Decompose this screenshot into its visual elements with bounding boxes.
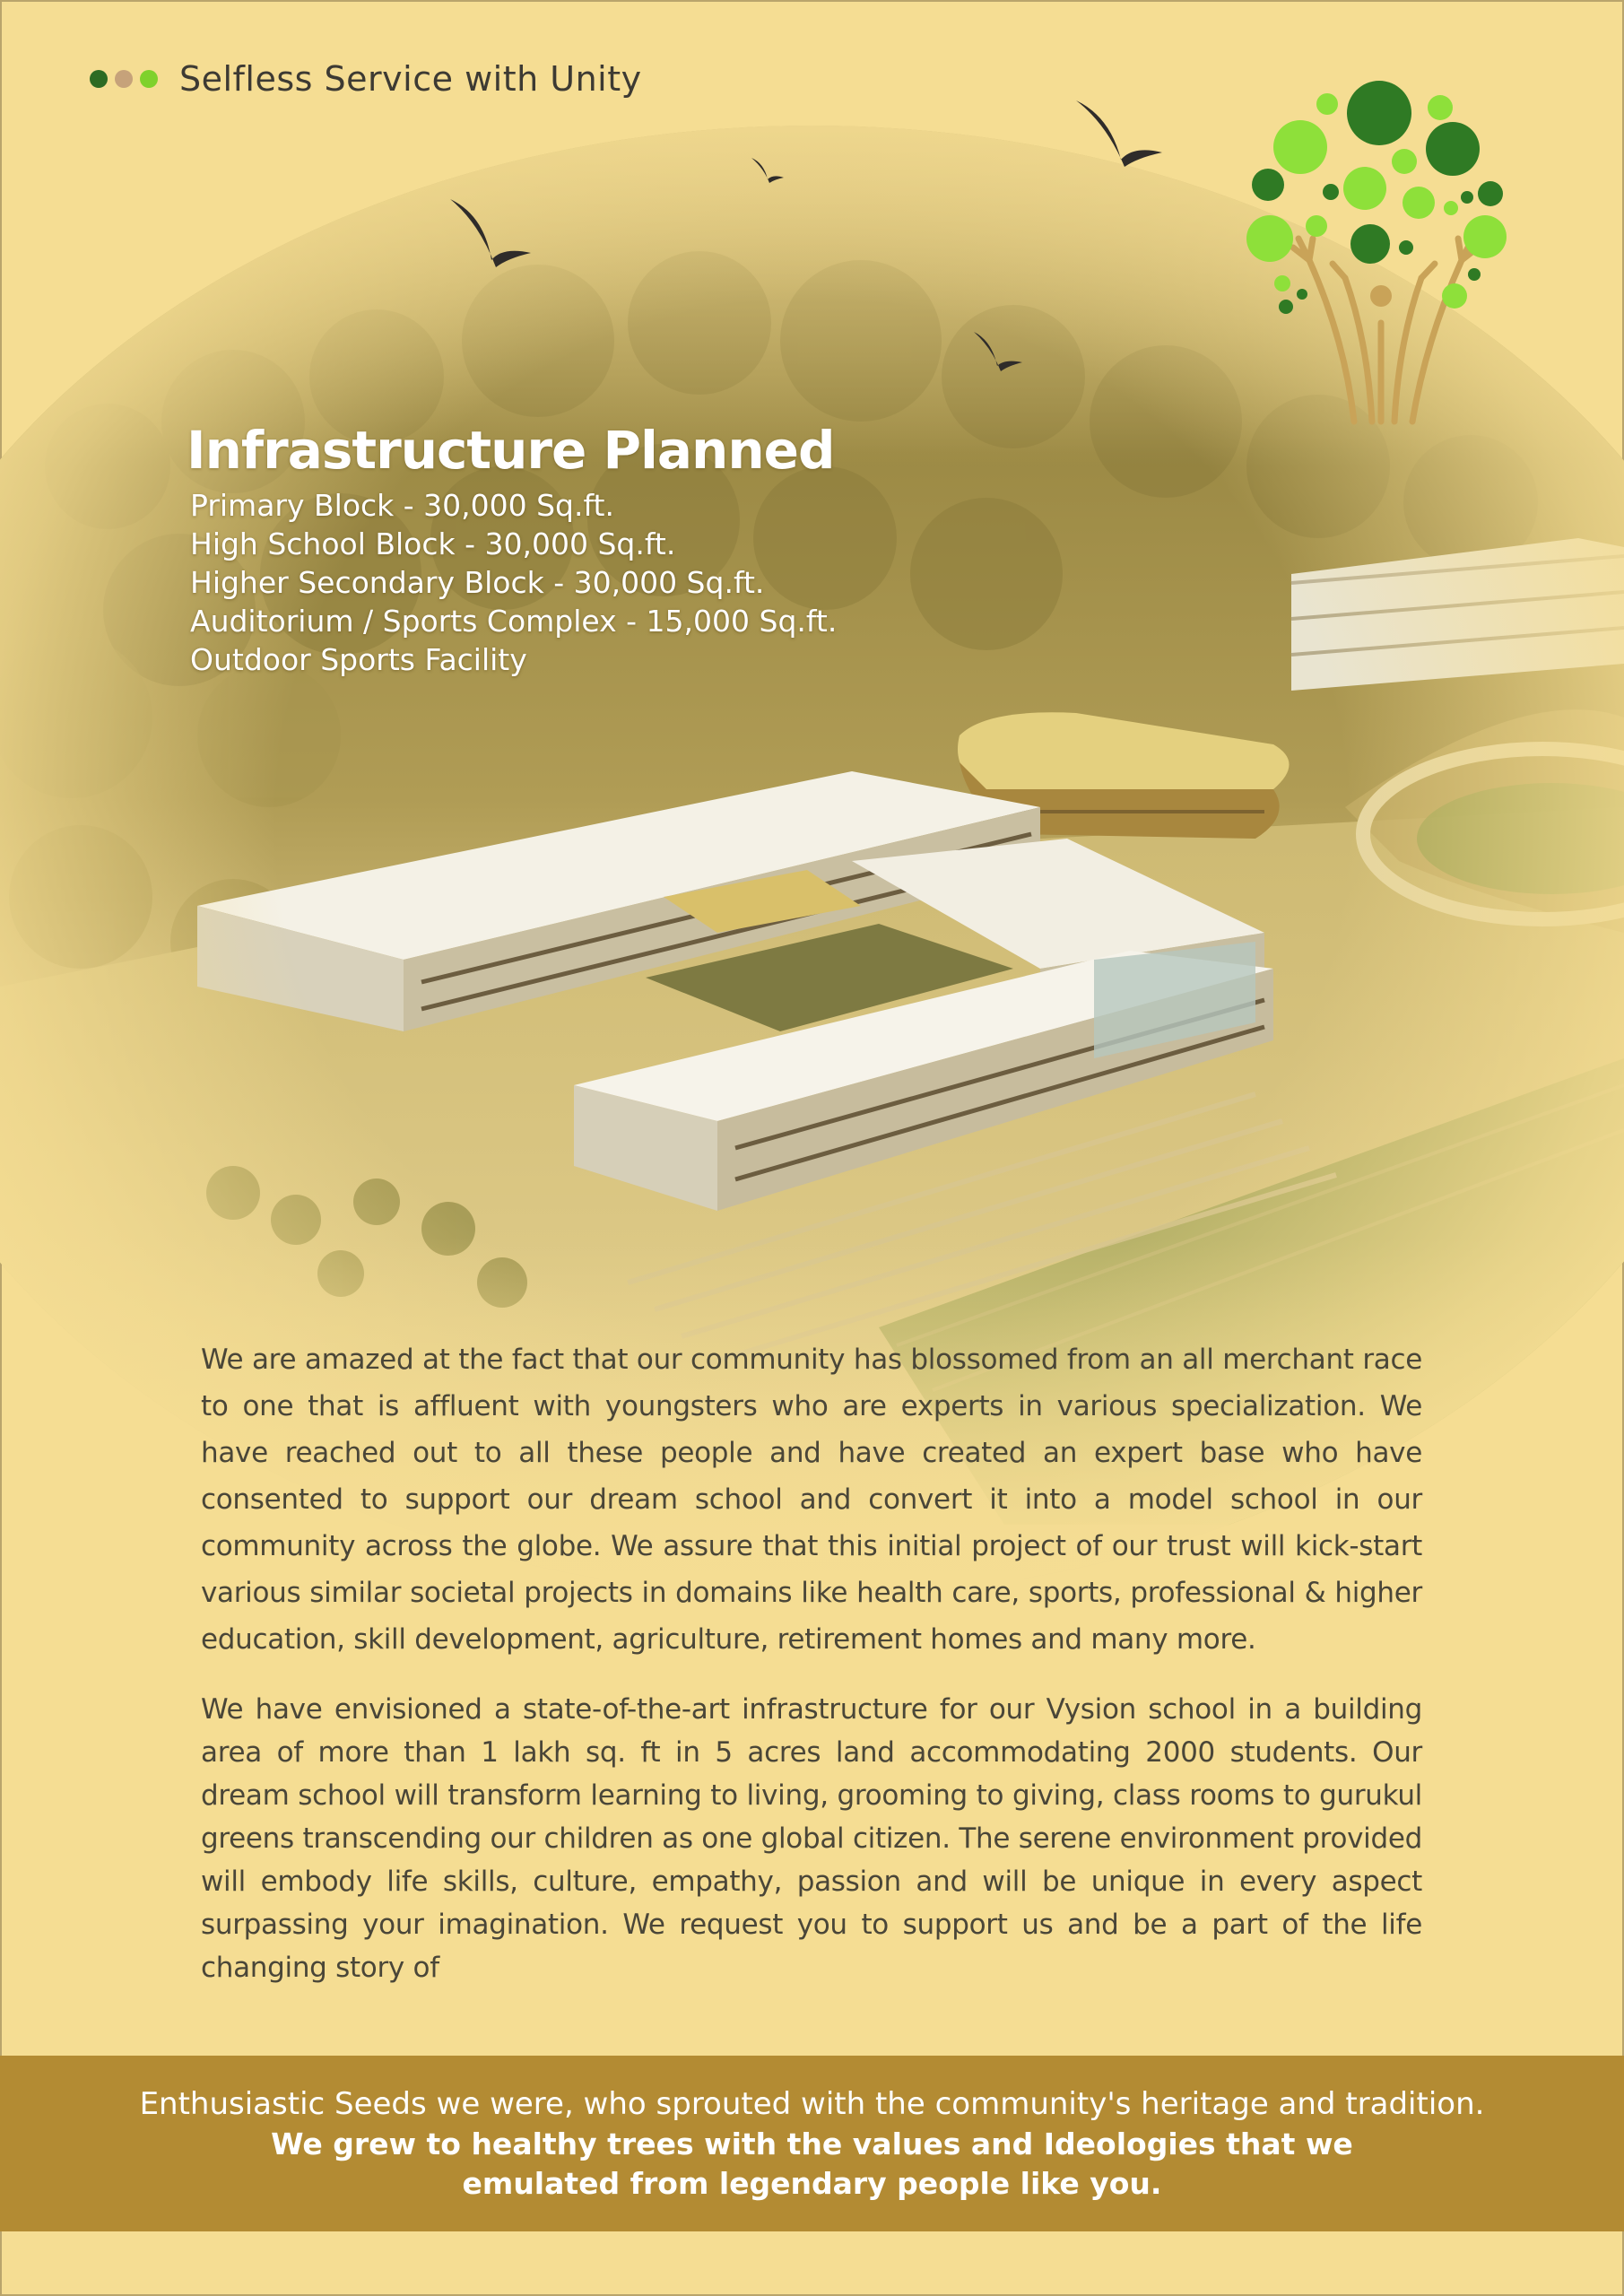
list-item: High School Block - 30,000 Sq.ft. bbox=[190, 526, 676, 561]
dot-tan-icon bbox=[115, 70, 133, 88]
paragraph-community: We are amazed at the fact that our community has blossomed from an all merchant race to one that is affluent with youngsters who are experts in various specialization. We have reached out to all these people and have created an expert base who have consented to support our dream school and convert it into a model school in our community across the globe. We assure that this initial project of our trust will kick-start various similar societal projects in domains like health care, sports, professional & higher education, skill development, agriculture, retirement homes and many more. bbox=[201, 1344, 1422, 1656]
list-item: Primary Block - 30,000 Sq.ft. bbox=[190, 488, 614, 523]
footer-line-2: We grew to healthy trees with the values and Ideologies that we emulated from legendary people like you. bbox=[271, 2126, 1353, 2201]
tagline-text: Selfless Service with Unity bbox=[179, 59, 642, 99]
list-item: Higher Secondary Block - 30,000 Sq.ft. bbox=[190, 565, 765, 600]
infrastructure-list bbox=[187, 486, 837, 679]
infrastructure-title: Infrastructure Planned bbox=[187, 420, 835, 481]
infrastructure-section bbox=[187, 420, 837, 679]
list-item: Outdoor Sports Facility bbox=[190, 642, 527, 677]
tree-logo-icon bbox=[1238, 72, 1533, 430]
footer-band bbox=[0, 2056, 1624, 2231]
list-item: Auditorium / Sports Complex - 15,000 Sq.ft. bbox=[190, 604, 838, 639]
dot-light-green-icon bbox=[140, 70, 158, 88]
footer-line-1: Enthusiastic Seeds we were, who sprouted with the community's heritage and tradition. bbox=[139, 2086, 1485, 2122]
body-copy bbox=[201, 1336, 1422, 1989]
tagline bbox=[90, 59, 642, 99]
dot-dark-green-icon bbox=[90, 70, 108, 88]
paragraph-vision: We have envisioned a state-of-the-art infrastructure for our Vysion school in a building area of more than 1 lakh sq. ft in 5 acres land accommodating 2000 students. Our dream school will transform learning to living, grooming to giving, class rooms to gurukul greens transcending our children as one global citizen. The serene environment provided will embody life skills, culture, empathy, passion and will be unique in every aspect surpassing your imagination. We request you to support us and be a part of the life changing story of bbox=[201, 1693, 1422, 1984]
